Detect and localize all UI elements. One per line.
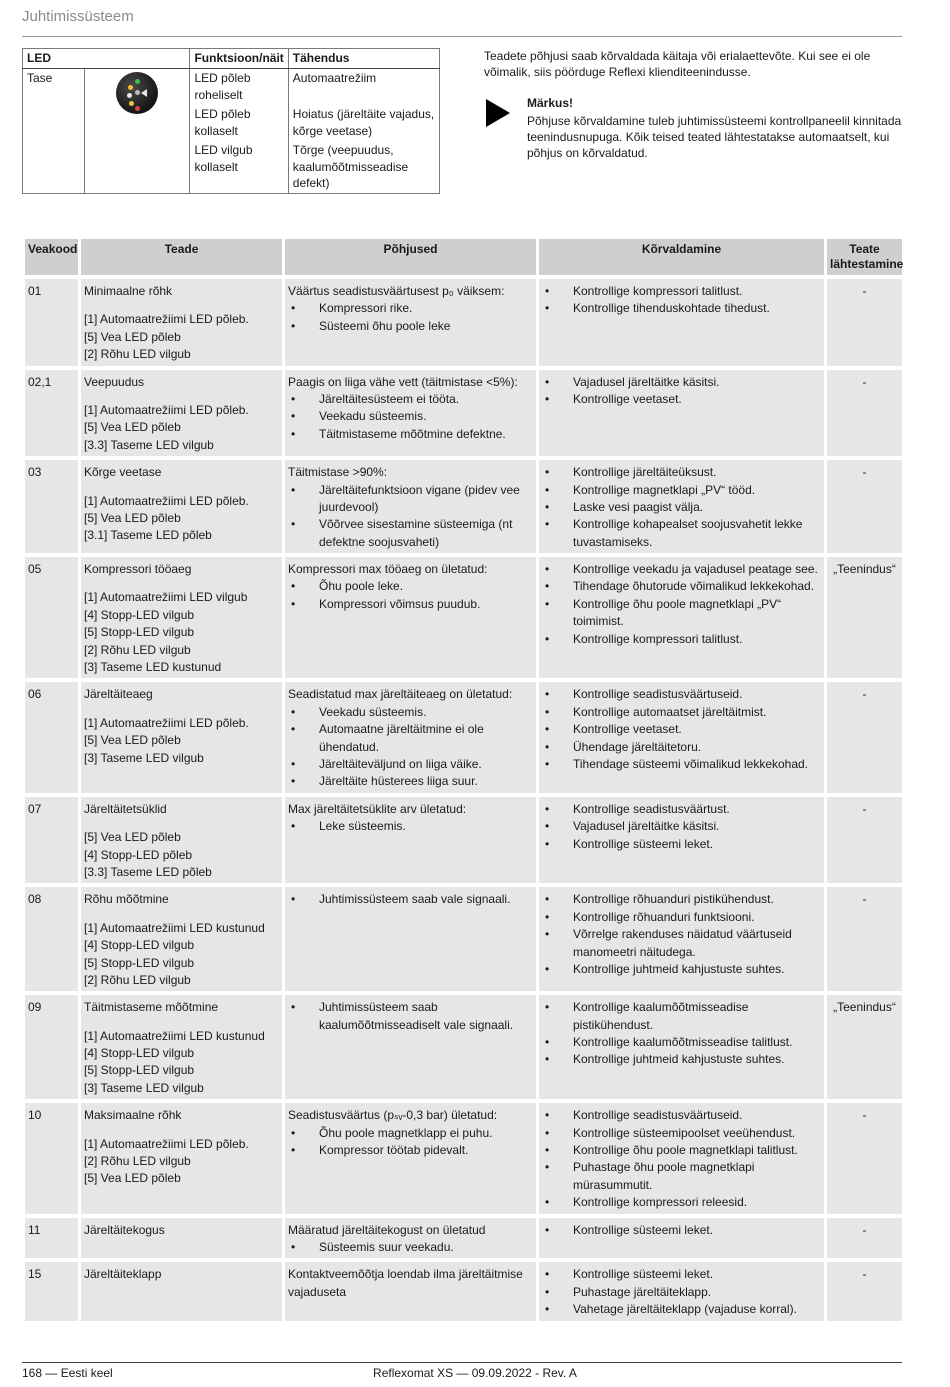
remedy-cell xyxy=(539,557,824,678)
led-status: [2] Rõhu LED vilgub xyxy=(84,972,191,987)
error-message-name: Minimaalne rõhk xyxy=(84,284,173,298)
error-message-cell xyxy=(81,557,282,678)
reset-cell: - xyxy=(827,460,902,553)
causes-col-header: Põhjused xyxy=(285,239,536,275)
led-row xyxy=(23,68,440,105)
error-table xyxy=(22,235,905,1325)
cause-item: • Täitmistaseme mõõtmine defektne. xyxy=(288,426,533,443)
led-status: [5] Stopp-LED vilgub xyxy=(84,955,195,970)
error-row xyxy=(25,797,902,884)
remedy-list xyxy=(542,283,821,318)
causes-list xyxy=(288,891,533,908)
led-status: [1] Automaatrežiimi LED vilgub xyxy=(84,590,248,605)
remedy-item: • Kontrollige rõhuanduri funktsiooni. xyxy=(542,909,821,926)
error-message-name: Maksimaalne rõhk xyxy=(84,1108,182,1123)
led-status: [3.1] Taseme LED põleb xyxy=(84,528,212,543)
remedy-list xyxy=(542,561,821,648)
cause-item: • Järeltäiteväljund on liiga väike. xyxy=(288,756,533,773)
remedy-item: • Laske vesi paagist välja. xyxy=(542,499,821,516)
remedy-item: • Kontrollige magnetklapi „PV“ tööd. xyxy=(542,482,821,499)
remedy-cell xyxy=(539,370,824,457)
error-code: 11 xyxy=(25,1218,78,1259)
remedy-item: • Kontrollige õhu poole magnetklapi talitlust. xyxy=(542,1142,821,1159)
led-status: [1] Automaatrežiimi LED põleb. xyxy=(84,402,249,417)
remedy-col-header: Kõrvaldamine xyxy=(539,239,824,275)
remedy-item: • Kontrollige kaalumõõtmisseadise pistikühendust. xyxy=(542,999,821,1034)
remedy-item: • Kontrollige veetaset. xyxy=(542,721,821,738)
code-col-header: Veakood xyxy=(25,239,78,275)
reset-cell: - xyxy=(827,1218,902,1259)
cause-intro: Kontaktveemõõtja loendab ilma järeltäitmise vajaduseta xyxy=(288,1267,523,1299)
message-col-header: Teade xyxy=(81,239,282,275)
remedy-item: • Kontrollige veetaset. xyxy=(542,391,821,408)
led-status: [4] Stopp-LED põleb xyxy=(84,847,193,862)
causes-cell xyxy=(285,995,536,1099)
remedy-cell xyxy=(539,682,824,792)
remedy-item: • Kontrollige rõhuanduri pistikühendust. xyxy=(542,891,821,908)
remedy-list xyxy=(542,1266,821,1318)
error-table-header xyxy=(25,239,902,275)
remedy-item: • Kontrollige automaatset järeltäitmist. xyxy=(542,704,821,721)
led-function: LED põleb roheliselt xyxy=(190,68,288,105)
error-message-name: Järeltäitekogus xyxy=(84,1222,165,1237)
cause-item: • Juhtimissüsteem saab kaalumõõtmisseadiselt vale signaali. xyxy=(288,999,533,1034)
error-message-name: Kompressori tööaeg xyxy=(84,562,192,577)
error-row xyxy=(25,995,902,1099)
error-row xyxy=(25,887,902,991)
remedy-item: • Kontrollige juhtmeid kahjustuste suhtes. xyxy=(542,1051,821,1068)
document-info: Reflexomat XS — 09.09.2022 - Rev. A xyxy=(373,1366,577,1380)
error-message-cell xyxy=(81,1218,282,1259)
error-message-cell xyxy=(81,460,282,553)
cause-item: • Süsteemi õhu poole leke xyxy=(288,318,533,335)
remedy-cell xyxy=(539,460,824,553)
led-function: LED põleb kollaselt xyxy=(190,105,288,141)
footer-divider xyxy=(22,1362,902,1363)
error-row xyxy=(25,460,902,553)
causes-cell xyxy=(285,370,536,457)
error-message-cell xyxy=(81,279,282,366)
cause-item: • Kompressori võimsus puudub. xyxy=(288,596,533,613)
causes-list xyxy=(288,704,533,791)
led-status: [5] Vea LED põleb xyxy=(84,733,181,748)
remedy-cell xyxy=(539,1218,824,1259)
cause-item: • Järeltäitefunktsioon vigane (pidev vee juurdevool) xyxy=(288,482,533,517)
cause-intro: Väärtus seadistusväärtusest p₀ väiksem: xyxy=(288,284,505,298)
causes-cell xyxy=(285,1218,536,1259)
cause-intro: Paagis on liiga vähe vett (täitmistase <5%): xyxy=(288,374,518,389)
remedy-cell xyxy=(539,887,824,991)
error-message-name: Kõrge veetase xyxy=(84,465,162,480)
note-arrow-icon xyxy=(486,99,510,127)
meaning-col-header: Tähendus xyxy=(288,49,439,69)
causes-list xyxy=(288,578,533,613)
remedy-item: • Puhastage õhu poole magnetklapi mürasummutit. xyxy=(542,1159,821,1194)
causes-list xyxy=(288,482,533,552)
cause-item: • Leke süsteemis. xyxy=(288,818,533,835)
error-code: 01 xyxy=(25,279,78,366)
causes-list xyxy=(288,999,533,1034)
error-code: 15 xyxy=(25,1262,78,1320)
page-number: 168 — Eesti keel xyxy=(22,1366,113,1380)
led-status: [3.3] Taseme LED põleb xyxy=(84,864,212,879)
note-body: Põhjuse kõrvaldamine tuleb juhtimissüsteemi kontrollpaneelil kinnitada teenindusnupuga. Kõik teised teated lähtestatakse automaatselt, kui põhjus on kõrvaldatud. xyxy=(527,114,902,161)
error-code: 06 xyxy=(25,682,78,792)
error-message-name: Rõhu mõõtmine xyxy=(84,892,169,907)
cause-intro: Seadistatud max järeltäiteaeg on ületatud: xyxy=(288,687,513,702)
led-function: LED vilgub kollaselt xyxy=(190,141,288,194)
causes-list xyxy=(288,300,533,335)
remedy-item: • Kontrollige seadistusväärtuseid. xyxy=(542,1107,821,1124)
led-status: [1] Automaatrežiimi LED põleb. xyxy=(84,312,249,327)
cause-item: • Veekadu süsteemis. xyxy=(288,704,533,721)
remedy-item: • Kontrollige seadistusväärtuseid. xyxy=(542,686,821,703)
remedy-list xyxy=(542,999,821,1069)
remedy-item: • Kontrollige veekadu ja vajadusel peatage see. xyxy=(542,561,821,578)
remedy-cell xyxy=(539,1262,824,1320)
led-status: [3] Taseme LED kustunud xyxy=(84,660,222,675)
led-status: [1] Automaatrežiimi LED kustunud xyxy=(84,920,265,935)
error-row xyxy=(25,557,902,678)
error-message-cell xyxy=(81,797,282,884)
led-status: [3] Taseme LED vilgub xyxy=(84,1080,204,1095)
reset-col-header: Teate lähtestamine xyxy=(827,239,902,275)
remedy-list xyxy=(542,686,821,773)
function-col-header: Funktsioon/näit xyxy=(190,49,288,69)
remedy-list xyxy=(542,1107,821,1211)
error-code: 03 xyxy=(25,460,78,553)
cause-item: • Kompressor töötab pidevalt. xyxy=(288,1142,533,1159)
reset-cell: - xyxy=(827,1103,902,1213)
led-status: [5] Stopp-LED vilgub xyxy=(84,1063,195,1078)
error-message-cell xyxy=(81,370,282,457)
error-row xyxy=(25,1262,902,1320)
remedy-item: • Kontrollige õhu poole magnetklapi „PV“ toimimist. xyxy=(542,596,821,631)
note-title: Märkus! xyxy=(527,96,574,110)
cause-item: • Automaatne järeltäitmine ei ole ühendatud. xyxy=(288,721,533,756)
remedy-item: • Kontrollige tihenduskohtade tihedust. xyxy=(542,300,821,317)
section-title: Juhtimissüsteem xyxy=(22,8,134,25)
intro-text: Teadete põhjusi saab kõrvaldada käitaja või erialaettevõte. Kui see ei ole võimalik, siis pöörduge Reflexi klienditeenindusse. xyxy=(484,49,871,80)
causes-cell xyxy=(285,887,536,991)
led-status: [1] Automaatrežiimi LED põleb. xyxy=(84,715,249,730)
remedy-item: • Puhastage järeltäiteklapp. xyxy=(542,1284,821,1301)
remedy-cell xyxy=(539,995,824,1099)
reset-cell: - xyxy=(827,797,902,884)
reset-cell: „Teenindus“ xyxy=(827,557,902,678)
cause-item: • Järeltäite hüsterees liiga suur. xyxy=(288,773,533,790)
error-message-name: Veepuudus xyxy=(84,374,145,389)
led-status: [3] Taseme LED vilgub xyxy=(84,750,204,765)
cause-intro: Täitmistase >90%: xyxy=(288,465,388,480)
cause-intro: Seadistusväärtus (pₛᵥ-0,3 bar) ületatud: xyxy=(288,1108,498,1123)
led-status: [1] Automaatrežiimi LED kustunud xyxy=(84,1028,265,1043)
led-status: [4] Stopp-LED vilgub xyxy=(84,1046,195,1061)
remedy-cell xyxy=(539,797,824,884)
error-message-cell xyxy=(81,1262,282,1320)
causes-list xyxy=(288,391,533,443)
led-status: [5] Vea LED põleb xyxy=(84,329,181,344)
remedy-item: • Kontrollige järeltäiteüksust. xyxy=(542,464,821,481)
led-row-label: Tase xyxy=(23,68,85,193)
error-message-name: Järeltäiteaeg xyxy=(84,687,153,702)
led-meaning: Hoiatus (järeltäite vajadus, kõrge veetase) xyxy=(288,105,439,141)
led-status: [3.3] Taseme LED vilgub xyxy=(84,437,214,452)
error-message-cell xyxy=(81,995,282,1099)
cause-intro: Määratud järeltäitekogust on ületatud xyxy=(288,1222,486,1237)
cause-item: • Kompressori rike. xyxy=(288,300,533,317)
remedy-item: • Kontrollige juhtmeid kahjustuste suhtes. xyxy=(542,961,821,978)
remedy-item: • Kontrollige kaalumõõtmisseadise talitlust. xyxy=(542,1034,821,1051)
reset-cell: „Teenindus“ xyxy=(827,995,902,1099)
led-status: [1] Automaatrežiimi LED põleb. xyxy=(84,493,249,508)
cause-item: • Süsteemis suur veekadu. xyxy=(288,1239,533,1256)
error-row xyxy=(25,1218,902,1259)
error-message-cell xyxy=(81,682,282,792)
remedy-cell xyxy=(539,1103,824,1213)
error-message-cell xyxy=(81,1103,282,1213)
remedy-item: • Vajadusel järeltäitke käsitsi. xyxy=(542,374,821,391)
led-table xyxy=(22,48,440,194)
led-status: [2] Rõhu LED vilgub xyxy=(84,347,191,362)
remedy-item: • Tihendage õhutorude võimalikud lekkekohad. xyxy=(542,578,821,595)
error-message-name: Täitmistaseme mõõtmine xyxy=(84,1000,219,1015)
remedy-cell xyxy=(539,279,824,366)
remedy-item: • Kontrollige kompressori releesid. xyxy=(542,1194,821,1211)
led-meaning: Tõrge (veepuudus, kaalumõõtmisseadise defekt) xyxy=(288,141,439,194)
remedy-item: • Vajadusel järeltäitke käsitsi. xyxy=(542,818,821,835)
reset-cell: - xyxy=(827,370,902,457)
led-col-header: LED xyxy=(23,49,190,69)
remedy-list xyxy=(542,374,821,409)
remedy-item: • Kontrollige süsteemi leket. xyxy=(542,1222,821,1239)
error-message-name: Järeltäiteklapp xyxy=(84,1267,162,1282)
remedy-item: • Kontrollige seadistusväärtust. xyxy=(542,801,821,818)
causes-list xyxy=(288,1239,533,1256)
cause-item: • Juhtimissüsteem saab vale signaali. xyxy=(288,891,533,908)
led-panel-icon xyxy=(116,72,158,114)
remedy-item: • Ühendage järeltäitetoru. xyxy=(542,739,821,756)
remedy-item: • Kontrollige kohapealset soojusvahetit lekke tuvastamiseks. xyxy=(542,516,821,551)
causes-cell xyxy=(285,682,536,792)
led-icon-cell xyxy=(85,68,190,193)
error-code: 07 xyxy=(25,797,78,884)
error-row xyxy=(25,682,902,792)
header-divider xyxy=(22,36,902,37)
cause-intro: Kompressori max tööaeg on ületatud: xyxy=(288,562,488,577)
remedy-item: • Kontrollige süsteemi leket. xyxy=(542,1266,821,1283)
error-code: 05 xyxy=(25,557,78,678)
led-status: [2] Rõhu LED vilgub xyxy=(84,1154,191,1169)
error-row xyxy=(25,1103,902,1213)
causes-cell xyxy=(285,1103,536,1213)
remedy-item: • Kontrollige süsteemi leket. xyxy=(542,836,821,853)
led-status: [1] Automaatrežiimi LED põleb. xyxy=(84,1136,249,1151)
causes-cell xyxy=(285,557,536,678)
error-code: 10 xyxy=(25,1103,78,1213)
cause-item: • Õhu poole magnetklapp ei puhu. xyxy=(288,1125,533,1142)
cause-item: • Võõrvee sisestamine süsteemiga (nt defektne soojusvaheti) xyxy=(288,516,533,551)
causes-cell xyxy=(285,1262,536,1320)
error-row xyxy=(25,370,902,457)
remedy-list xyxy=(542,891,821,978)
causes-cell xyxy=(285,279,536,366)
error-code: 02,1 xyxy=(25,370,78,457)
led-status: [5] Vea LED põleb xyxy=(84,830,181,845)
led-status: [5] Vea LED põleb xyxy=(84,1171,181,1186)
reset-cell: - xyxy=(827,279,902,366)
led-status: [2] Rõhu LED vilgub xyxy=(84,642,191,657)
error-code: 08 xyxy=(25,887,78,991)
error-message-cell xyxy=(81,887,282,991)
led-status: [5] Stopp-LED vilgub xyxy=(84,625,195,640)
reset-cell: - xyxy=(827,682,902,792)
remedy-list xyxy=(542,801,821,853)
led-status: [4] Stopp-LED vilgub xyxy=(84,607,195,622)
cause-item: • Veekadu süsteemis. xyxy=(288,408,533,425)
remedy-item: • Võrrelge rakenduses näidatud väärtuseid manomeetri näitudega. xyxy=(542,926,821,961)
led-meaning: Automaatrežiim xyxy=(288,68,439,105)
causes-list xyxy=(288,1125,533,1160)
remedy-item: • Vahetage järeltäiteklapp (vajaduse korral). xyxy=(542,1301,821,1318)
remedy-item: • Kontrollige kompressori talitlust. xyxy=(542,283,821,300)
remedy-item: • Kontrollige kompressori talitlust. xyxy=(542,631,821,648)
led-status: [5] Vea LED põleb xyxy=(84,420,181,435)
cause-item: • Õhu poole leke. xyxy=(288,578,533,595)
causes-list xyxy=(288,818,533,835)
remedy-list xyxy=(542,464,821,551)
cause-item: • Järeltäitesüsteem ei tööta. xyxy=(288,391,533,408)
error-row xyxy=(25,279,902,366)
remedy-item: • Tihendage süsteemi võimalikud lekkekohad. xyxy=(542,756,821,773)
error-code: 09 xyxy=(25,995,78,1099)
error-message-name: Järeltäitetsüklid xyxy=(84,801,167,816)
led-status: [5] Vea LED põleb xyxy=(84,510,181,525)
causes-cell xyxy=(285,797,536,884)
cause-intro: Max järeltäitetsüklite arv ületatud: xyxy=(288,801,467,816)
remedy-list xyxy=(542,1222,821,1239)
reset-cell: - xyxy=(827,887,902,991)
remedy-item: • Kontrollige süsteemipoolset veeühendust. xyxy=(542,1125,821,1142)
reset-cell: - xyxy=(827,1262,902,1320)
causes-cell xyxy=(285,460,536,553)
led-table-header xyxy=(23,49,440,69)
led-status: [4] Stopp-LED vilgub xyxy=(84,938,195,953)
